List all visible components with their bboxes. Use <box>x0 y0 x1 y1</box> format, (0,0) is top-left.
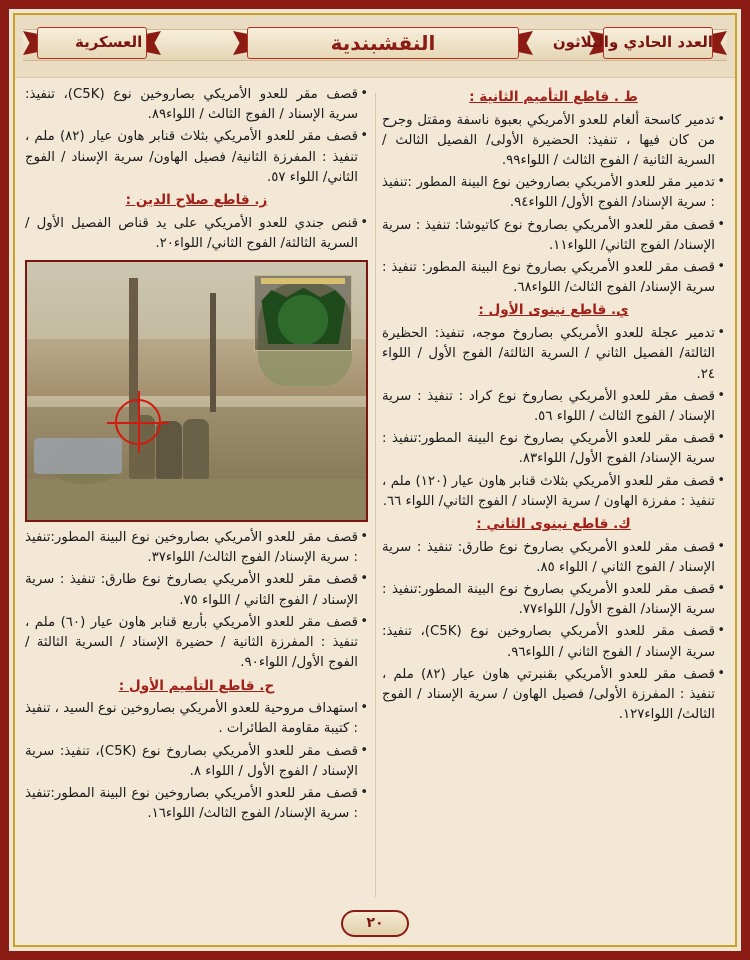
emblem-banner <box>261 278 345 284</box>
list-item: • قصف مقر للعدو الأمريكي بثلاث قنابر هاون عيار (٨٢) ملم ، تنفيذ : المفرزة الثانية/ فصيل الهاون/ سرية الإسناد / الفوج الثاني/ اللواء ٥٧. <box>25 127 368 188</box>
list-item: • قصف مقر للعدو الأمريكي بأربع قنابر هاون عيار (٦٠) ملم ، تنفيذ : المفرزة الثانية / حضيرة الإسناد / السرية الثالثة / الفوج الأول/ اللواء٩٠. <box>25 613 368 674</box>
ribbon-left-label <box>23 21 161 65</box>
subheading-salahaddin: ز. قاطع صلاح الدين : <box>125 192 268 209</box>
list-item: • قصف مقر للعدو الأمريكي بثلاث قنابر هاون عيار (١٢٠) ملم ، تنفيذ : مفرزة الهاون / سرية الإسناد / الفوج الثاني/ اللواء ٦٦. <box>382 472 725 512</box>
list-item: • قصف مقر للعدو الأمريكي بصاروخ نوع البينة المطور:تنفيذ : سرية الإسناد/ الفوج الأول/ اللواء٧٧. <box>382 580 725 620</box>
ribbon-right <box>589 21 727 65</box>
photo-soldier <box>183 419 209 479</box>
photo-road <box>27 479 366 520</box>
subheading-nineveh-second: ك. قاطع نينوى الثاني : <box>476 515 631 532</box>
ribbon-magazine-title <box>233 21 533 65</box>
section-label: العسكرية <box>75 33 143 51</box>
list-item: • قصف مقر للعدو الأمريكي بصاروخين نوع البينة المطور:تنفيذ : سرية الإسناد/ الفوج الثالث/ اللواء٣٧. <box>25 528 368 568</box>
list-item: • تدمير عجلة للعدو الأمريكي بصاروخ موجه، تنفيذ: الحظيرة الثالثة/ الفصيل الثاني / السرية الثالثة/ الفوج الأول / اللواء ٢٤. <box>382 324 725 385</box>
page-footer <box>15 910 735 937</box>
list-item: • قصف مقر للعدو الأمريكي بصاروخين نوع البينة المطور:تنفيذ : سرية الإسناد/ الفوج الثالث/ اللواء١٦. <box>25 784 368 824</box>
emblem-shape <box>261 284 345 344</box>
ribbon-right-label <box>589 21 727 65</box>
list-item: • قصف مقر للعدو الأمريكي بصاروخ نوع طارق: تنفيذ : سرية الإسناد / الفوج الثاني / اللواء ٧٥. <box>25 570 368 610</box>
list-item: • قصف مقر للعدو الأمريكي بصاروخ نوع البينة المطور: تنفيذ : سرية الإسناد/ الفوج الثالث/ اللواء٦٨. <box>382 258 725 298</box>
column-divider <box>375 93 376 897</box>
column-right <box>382 85 725 901</box>
list-item: • قصف مقر للعدو الأمريكي بصاروخ نوع (C5K)، تنفيذ: سرية الإسناد / الفوج الأول / اللواء ٨. <box>25 742 368 782</box>
list-item: • تدمير كاسحة ألغام للعدو الأمريكي بعبوة ناسفة ومقتل وجرح من كان فيها ، تنفيذ: الحضيرة الأولى/ الفصيل الثالث / السرية الثانية / الفوج الثالث / اللواء٩٩. <box>382 111 725 172</box>
photo-pole-secondary <box>210 293 216 412</box>
list-item: • قصف مقر للعدو الأمريكي بصاروخ نوع كاتيوشا: تنفيذ : سرية الإسناد/ الفوج الثاني/ اللواء١١. <box>382 216 725 256</box>
list-item: • استهداف مروحية للعدو الأمريكي بصاروخين نوع السيد ، تنفيذ : كتيبة مقاومة الطائرات . <box>25 699 368 739</box>
list-item: • قصف مقر للعدو الأمريكي بصاروخ نوع كراد : تنفيذ : سرية الإسناد / الفوج الثالث / اللواء ٥٦. <box>382 387 725 427</box>
page-inner-frame <box>13 13 737 947</box>
operation-photo <box>25 260 368 522</box>
page-header <box>15 15 735 78</box>
ribbon-left <box>23 21 161 65</box>
sniper-crosshair-icon <box>115 399 161 445</box>
list-item: • قنص جندي للعدو الأمريكي على يد قناص الفصيل الأول / السرية الثالثة/ الفوج الثاني/ اللواء٢٠. <box>25 214 368 254</box>
photo-vehicle <box>34 438 122 474</box>
magazine-name: النقشبندية <box>330 31 436 55</box>
list-item: • قصف مقر للعدو الأمريكي بصاروخ نوع البينة المطور:تنفيذ : سرية الإسناد/ الفوج الأول/ اللواء٨٣. <box>382 429 725 469</box>
subheading-taameem-second: ط . قاطع التأميم الثانية : <box>469 89 638 105</box>
subheading-taameem-first: ح. قاطع التأميم الأول : <box>118 677 275 694</box>
subheading-nineveh-first: ي. قاطع نينوى الأول : <box>478 302 629 319</box>
list-item: • قصف مقر للعدو الأمريكي بصاروخين نوع (C5K)، تنفيذ: سرية الإسناد / الفوج الثاني / اللواء٩٦. <box>382 622 725 662</box>
list-item: • تدمير مقر للعدو الأمريكي بصاروخين نوع البينة المطور :تنفيذ : سرية الإسناد/ الفوج الأول/ اللواء٩٤. <box>382 173 725 213</box>
column-left <box>25 85 368 901</box>
issue-number: العدد الحادي والثلاثون <box>552 33 713 51</box>
page-number: ٢٠ <box>341 910 409 937</box>
list-item: • قصف مقر للعدو الأمريكي بصاروخ نوع طارق: تنفيذ : سرية الإسناد / الفوج الثاني / اللواء ٨٥. <box>382 538 725 578</box>
list-item: • قصف مقر للعدو الأمريكي بقنبرتي هاون عيار (٨٢) ملم ، تنفيذ : المفرزة الأولى/ فصيل الهاون / سرية الإسناد / الفوج الثالث/ اللواء١٢٧. <box>382 665 725 726</box>
organization-emblem-icon <box>254 275 352 351</box>
list-item: • قصف مقر للعدو الأمريكي بصاروخين نوع (C5K)، تنفيذ: سرية الإسناد / الفوج الثالث / اللواء٨٩. <box>25 85 368 125</box>
